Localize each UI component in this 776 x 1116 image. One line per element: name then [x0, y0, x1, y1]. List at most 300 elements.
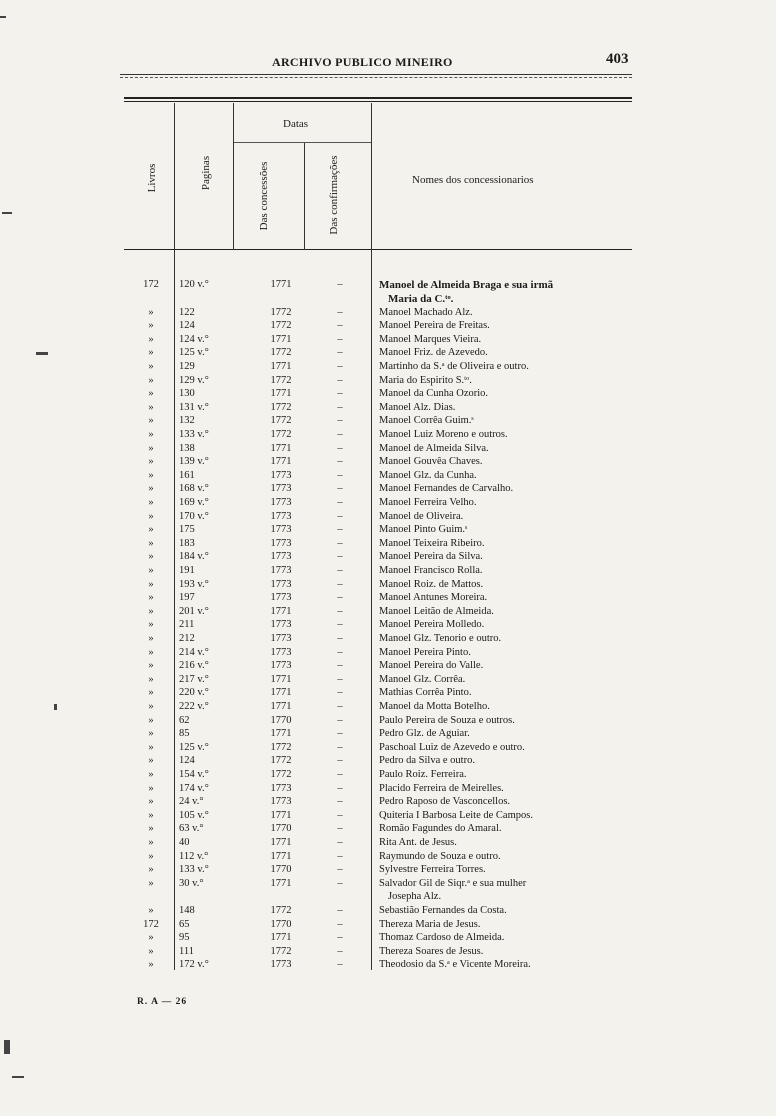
cell-nome: Manoel Antunes Moreira. [379, 592, 488, 604]
cell-pagina: 174 v.° [179, 782, 209, 794]
cell-concessao: 1770 [270, 823, 292, 835]
cell-livro: » [148, 850, 154, 862]
cell-livro: » [148, 483, 154, 495]
table-row [0, 537, 776, 551]
table-header-bottom-rule [124, 249, 632, 250]
cell-livro: » [148, 456, 154, 468]
cell-concessao: 1772 [270, 347, 292, 359]
cell-livro: » [148, 673, 154, 685]
cell-concessao: 1771 [270, 932, 292, 944]
cell-pagina: 222 v.° [179, 701, 209, 712]
table-row [0, 510, 776, 524]
cell-livro: » [148, 401, 154, 413]
cell-concessao: 1773 [270, 796, 292, 808]
cell-concessao: 1771 [270, 361, 292, 372]
cell-confirmacao: – [337, 619, 343, 631]
cell-concessao: 1772 [270, 945, 292, 957]
table-row [0, 306, 776, 320]
cell-livro: » [148, 510, 154, 522]
cell-nome: Manoel Friz. de Azevedo. [379, 347, 488, 359]
cell-pagina: 168 v.° [179, 483, 209, 495]
cell-pagina: 132 [179, 415, 195, 427]
cell-nome: Manoel Alz. Dias. [379, 401, 456, 413]
cell-pagina: 133 v.° [179, 864, 209, 876]
cell-pagina: 111 [179, 945, 194, 957]
cell-nome: Paschoal Luiz de Azevedo e outro. [379, 741, 525, 753]
cell-pagina: 170 v.° [179, 510, 209, 522]
cell-confirmacao: – [337, 374, 343, 386]
cell-nome: Manoel de Almeida Silva. [379, 442, 489, 454]
table-row [0, 659, 776, 673]
cell-nome: Romão Fagundes do Amaral. [379, 823, 502, 835]
cell-nome: Manoel Corrêa Guim.ˢ [379, 415, 474, 427]
cell-confirmacao: – [337, 769, 343, 780]
cell-livro: » [148, 578, 154, 590]
cell-confirmacao: – [337, 823, 343, 835]
cell-confirmacao: – [337, 320, 343, 332]
cell-concessao: 1773 [270, 469, 292, 481]
cell-concessao: 1771 [270, 877, 292, 889]
header-nomes: Nomes dos concessionarios [412, 174, 534, 186]
scan-mark [36, 352, 48, 355]
table-row [0, 850, 776, 864]
cell-nome: Manoel Glz. da Cunha. [379, 469, 477, 481]
cell-nome: Raymundo de Souza e outro. [379, 850, 501, 862]
cell-confirmacao: – [337, 850, 343, 862]
cell-nome: Manoel Pereira Molledo. [379, 619, 485, 631]
table-row [0, 741, 776, 755]
cell-concessao: 1772 [270, 306, 292, 318]
datas-subheader-rule [233, 142, 371, 143]
table-row [0, 360, 776, 374]
cell-concessao: 1773 [270, 959, 292, 971]
cell-confirmacao: – [337, 537, 343, 549]
cell-concessao: 1773 [270, 660, 292, 672]
cell-nome: Mathias Corrêa Pinto. [379, 687, 472, 699]
cell-confirmacao: – [337, 837, 343, 848]
cell-concessao: 1773 [270, 619, 292, 631]
cell-pagina: 125 v.° [179, 347, 209, 359]
cell-confirmacao: – [337, 782, 343, 794]
cell-livro: » [148, 388, 154, 400]
cell-concessao: 1772 [270, 429, 292, 440]
table-row [0, 523, 776, 537]
running-head: ARCHIVO PUBLICO MINEIRO [272, 55, 453, 69]
cell-confirmacao: – [337, 796, 343, 808]
cell-concessao: 1771 [270, 850, 292, 862]
cell-confirmacao: – [337, 633, 343, 644]
table-row [0, 605, 776, 619]
cell-confirmacao: – [337, 959, 343, 971]
cell-pagina: 112 v.° [179, 850, 209, 862]
cell-nome: Manoel Pereira Pinto. [379, 646, 471, 658]
cell-pagina: 40 [179, 837, 190, 848]
cell-pagina: 197 [179, 592, 195, 604]
cell-livro: » [148, 809, 154, 821]
cell-confirmacao: – [337, 864, 343, 876]
table-row [0, 714, 776, 728]
cell-pagina: 154 v.° [179, 769, 209, 780]
cell-pagina: 65 [179, 918, 190, 930]
cell-concessao: 1771 [270, 673, 292, 685]
cell-pagina: 220 v.° [179, 687, 209, 699]
cell-confirmacao: – [337, 510, 343, 522]
cell-confirmacao: – [337, 592, 343, 604]
table-row [0, 578, 776, 592]
cell-livro: » [148, 646, 154, 658]
scan-mark [12, 1076, 24, 1078]
cell-livro: » [148, 374, 154, 386]
cell-pagina: 62 [179, 714, 190, 726]
cell-concessao: 1773 [270, 565, 292, 576]
table-row [0, 428, 776, 442]
cell-nome: Manoel Luiz Moreno e outros. [379, 429, 508, 440]
cell-confirmacao: – [337, 578, 343, 590]
cell-concessao: 1772 [270, 415, 292, 427]
table-row [0, 727, 776, 741]
cell-nome: Manoel Glz. Tenorio e outro. [379, 633, 502, 644]
cell-nome: Manoel da Cunha Ozorio. [379, 388, 489, 400]
cell-nome: Manoel da Motta Botelho. [379, 701, 490, 712]
header-das-concessoes: Das concessões [258, 161, 270, 231]
cell-livro: » [148, 524, 154, 536]
cell-pagina: 169 v.° [179, 497, 209, 508]
cell-confirmacao: – [337, 660, 343, 672]
cell-livro: » [148, 306, 154, 318]
cell-nome: Manoel Glz. Corrêa. [379, 673, 466, 685]
cell-livro: » [148, 619, 154, 631]
table-row [0, 618, 776, 632]
cell-nome: Paulo Roiz. Ferreira. [379, 769, 467, 780]
cell-concessao: 1771 [270, 333, 292, 345]
cell-confirmacao: – [337, 347, 343, 359]
cell-pagina: 124 [179, 320, 195, 332]
cell-livro: » [148, 442, 154, 454]
table-row [0, 469, 776, 483]
cell-nome: Manoel Pereira do Valle. [379, 660, 484, 672]
cell-livro: » [148, 741, 154, 753]
table-row [0, 904, 776, 918]
scan-mark [2, 212, 12, 214]
cell-pagina: 105 v.° [179, 809, 209, 821]
header-rule [120, 74, 632, 75]
cell-concessao: 1770 [270, 918, 292, 930]
cell-nome: Pedro Raposo de Vasconcellos. [379, 796, 511, 808]
table-row [0, 673, 776, 687]
cell-nome: Manoel Marques Vieira. [379, 333, 482, 345]
scan-mark [4, 1040, 10, 1054]
cell-concessao: 1771 [270, 728, 292, 740]
cell-concessao: 1773 [270, 524, 292, 536]
table-row [0, 455, 776, 469]
cell-confirmacao: – [337, 755, 343, 767]
cell-nome: Rita Ant. de Jesus. [379, 837, 457, 848]
cell-livro: » [148, 959, 154, 971]
table-row [0, 782, 776, 796]
cell-pagina: 95 [179, 932, 190, 944]
cell-nome: Manoel Francisco Rolla. [379, 565, 483, 576]
table-row [0, 754, 776, 768]
cell-nome: Manoel Ferreira Velho. [379, 497, 477, 508]
cell-nome: Manoel Pereira da Silva. [379, 551, 483, 563]
cell-pagina: 161 [179, 469, 195, 481]
table-row [0, 482, 776, 496]
table-row [0, 877, 776, 891]
table-row [0, 374, 776, 388]
header-das-confirmacoes: Das confirmações [328, 155, 340, 235]
cell-nome: Manoel Gouvêa Chaves. [379, 456, 483, 468]
cell-confirmacao: – [337, 442, 343, 454]
table-row [0, 387, 776, 401]
cell-concessao: 1773 [270, 782, 292, 794]
cell-livro: » [148, 497, 154, 508]
table-row [0, 401, 776, 415]
cell-confirmacao: – [337, 741, 343, 753]
cell-pagina: 30 v.° [179, 877, 204, 889]
cell-pagina: 183 [179, 537, 195, 549]
table-row [0, 945, 776, 959]
cell-confirmacao: – [337, 279, 343, 290]
cell-confirmacao: – [337, 388, 343, 400]
cell-pagina: 129 [179, 361, 195, 372]
cell-concessao: 1771 [270, 279, 292, 290]
cell-pagina: 193 v.° [179, 578, 209, 590]
table-row [0, 931, 776, 945]
cell-concessao: 1773 [270, 551, 292, 563]
cell-livro: » [148, 796, 154, 808]
cell-pagina: 211 [179, 619, 195, 631]
cell-pagina: 212 [179, 633, 195, 644]
cell-pagina: 191 [179, 565, 195, 576]
cell-nome: Martinho da S.ᵃ de Oliveira e outro. [379, 361, 529, 372]
table-row [0, 822, 776, 836]
cell-confirmacao: – [337, 565, 343, 576]
table-row [0, 958, 776, 972]
header-rule-dashed [120, 77, 632, 78]
cell-pagina: 124 [179, 755, 195, 767]
cell-confirmacao: – [337, 646, 343, 658]
cell-nome: Quiteria I Barbosa Leite de Campos. [379, 809, 533, 821]
table-row [0, 918, 776, 932]
cell-pagina: 85 [179, 728, 190, 740]
cell-livro: » [148, 551, 154, 563]
table-top-rule [124, 97, 632, 99]
cell-confirmacao: – [337, 673, 343, 685]
cell-nome: Manoel Pereira de Freitas. [379, 320, 490, 332]
cell-pagina: 148 [179, 905, 195, 916]
cell-livro: » [148, 782, 154, 794]
cell-confirmacao: – [337, 469, 343, 481]
cell-concessao: 1772 [270, 769, 292, 780]
cell-concessao: 1771 [270, 456, 292, 468]
cell-concessao: 1770 [270, 714, 292, 726]
cell-confirmacao: – [337, 945, 343, 957]
cell-concessao: 1772 [270, 401, 292, 413]
cell-confirmacao: – [337, 701, 343, 712]
cell-confirmacao: – [337, 524, 343, 536]
table-row [0, 768, 776, 782]
cell-concessao: 1771 [270, 687, 292, 699]
cell-nome: Pedro da Silva e outro. [379, 755, 475, 767]
cell-nome: Manoel de Oliveira. [379, 510, 464, 522]
cell-concessao: 1773 [270, 646, 292, 658]
cell-concessao: 1772 [270, 905, 292, 916]
cell-concessao: 1771 [270, 837, 292, 848]
cell-nome: Manoel Teixeira Ribeiro. [379, 537, 485, 549]
page-number: 403 [606, 51, 629, 67]
cell-pagina: 125 v.° [179, 741, 209, 753]
cell-concessao: 1771 [270, 701, 292, 712]
cell-livro: » [148, 769, 154, 780]
cell-concessao: 1772 [270, 374, 292, 386]
cell-confirmacao: – [337, 687, 343, 699]
cell-confirmacao: – [337, 401, 343, 413]
cell-livro: » [148, 687, 154, 699]
cell-nome: Manoel Roiz. de Mattos. [379, 578, 484, 590]
table-row [0, 863, 776, 877]
cell-livro: » [148, 877, 154, 889]
cell-concessao: 1771 [270, 605, 292, 617]
cell-livro: » [148, 592, 154, 604]
cell-pagina: 24 v.° [179, 796, 204, 808]
cell-nome: Manoel Pinto Guim.ˢ [379, 524, 468, 536]
header-livros: Livros [146, 163, 158, 193]
table-row [0, 278, 776, 292]
cell-livro: » [148, 837, 154, 848]
cell-concessao: 1771 [270, 442, 292, 454]
cell-livro: » [148, 864, 154, 876]
cell-confirmacao: – [337, 605, 343, 617]
cell-nome: Sebastião Fernandes da Costa. [379, 905, 507, 916]
table-row [0, 646, 776, 660]
cell-livro: » [148, 728, 154, 740]
cell-nome: Salvador Gil de Siqr.ᵃ e sua mulher [379, 877, 527, 889]
cell-livro: » [148, 565, 154, 576]
cell-livro: » [148, 714, 154, 726]
cell-pagina: 139 v.° [179, 456, 209, 468]
table-row [0, 700, 776, 714]
cell-concessao: 1773 [270, 633, 292, 644]
cell-pagina: 216 v.° [179, 660, 209, 672]
cell-nome: Thereza Maria de Jesus. [379, 918, 481, 930]
cell-nome: Thereza Soares de Jesus. [379, 945, 484, 957]
cell-livro: » [148, 347, 154, 359]
cell-pagina: 124 v.° [179, 333, 209, 345]
cell-livro: » [148, 633, 154, 644]
cell-pagina: 130 [179, 388, 195, 400]
cell-confirmacao: – [337, 877, 343, 889]
cell-pagina: 175 [179, 524, 195, 536]
table-row [0, 686, 776, 700]
cell-livro: » [148, 823, 154, 835]
table-row [0, 591, 776, 605]
table-row [0, 496, 776, 510]
cell-confirmacao: – [337, 429, 343, 440]
cell-pagina: 217 v.° [179, 673, 209, 685]
cell-nome: Manoel Machado Alz. [379, 306, 473, 318]
footer-signature: R. A — 26 [137, 997, 188, 1007]
table-row [0, 319, 776, 333]
cell-pagina: 120 v.° [179, 279, 209, 290]
cell-concessao: 1772 [270, 320, 292, 332]
column-divider [233, 103, 234, 250]
table-row [0, 414, 776, 428]
cell-confirmacao: – [337, 551, 343, 563]
cell-concessao: 1773 [270, 510, 292, 522]
cell-livro: 172 [143, 918, 159, 930]
cell-livro: » [148, 605, 154, 617]
cell-livro: » [148, 660, 154, 672]
cell-pagina: 138 [179, 442, 195, 454]
cell-nome: Manoel Fernandes de Carvalho. [379, 483, 514, 495]
cell-pagina: 129 v.° [179, 374, 209, 386]
column-divider [304, 143, 305, 250]
cell-confirmacao: – [337, 456, 343, 468]
table-row [0, 333, 776, 347]
cell-confirmacao: – [337, 483, 343, 495]
cell-concessao: 1771 [270, 388, 292, 400]
cell-pagina: 131 v.° [179, 401, 209, 413]
header-paginas: Paginas [200, 155, 212, 191]
cell-confirmacao: – [337, 728, 343, 740]
cell-livro: 172 [143, 279, 159, 290]
table-row [0, 809, 776, 823]
cell-livro: » [148, 361, 154, 372]
cell-nome: Pedro Glz. de Aguiar. [379, 728, 470, 740]
table-row [0, 632, 776, 646]
cell-confirmacao: – [337, 306, 343, 318]
cell-nome: Manoel Leitão de Almeida. [379, 605, 494, 617]
cell-nome: Paulo Pereira de Souza e outros. [379, 714, 515, 726]
cell-livro: » [148, 905, 154, 916]
cell-livro: » [148, 415, 154, 427]
cell-livro: » [148, 469, 154, 481]
cell-concessao: 1770 [270, 864, 292, 876]
cell-concessao: 1772 [270, 755, 292, 767]
cell-pagina: 184 v.° [179, 551, 209, 563]
cell-pagina: 214 v.° [179, 646, 209, 658]
cell-nome-continuation: Josepha Alz. [388, 891, 442, 903]
cell-confirmacao: – [337, 361, 343, 372]
table-row [0, 564, 776, 578]
cell-nome: Manoel de Almeida Braga e sua irmã [379, 279, 554, 291]
cell-livro: » [148, 945, 154, 957]
table-row [0, 550, 776, 564]
scan-mark [54, 704, 57, 710]
cell-confirmacao: – [337, 905, 343, 916]
cell-livro: » [148, 333, 154, 345]
table-top-rule-thin [124, 101, 632, 102]
cell-concessao: 1773 [270, 483, 292, 495]
cell-confirmacao: – [337, 415, 343, 427]
cell-confirmacao: – [337, 932, 343, 944]
cell-concessao: 1772 [270, 741, 292, 753]
cell-nome: Placido Ferreira de Meirelles. [379, 782, 504, 794]
cell-pagina: 122 [179, 306, 195, 318]
cell-concessao: 1773 [270, 592, 292, 604]
cell-concessao: 1771 [270, 809, 292, 821]
table-row [0, 795, 776, 809]
cell-concessao: 1773 [270, 578, 292, 590]
cell-concessao: 1773 [270, 537, 292, 549]
cell-pagina: 133 v.° [179, 429, 209, 440]
scan-mark [0, 16, 6, 18]
cell-confirmacao: – [337, 809, 343, 821]
table-row [0, 836, 776, 850]
table-row [0, 346, 776, 360]
cell-pagina: 201 v.° [179, 605, 209, 617]
cell-nome: Thomaz Cardoso de Almeida. [379, 932, 505, 944]
